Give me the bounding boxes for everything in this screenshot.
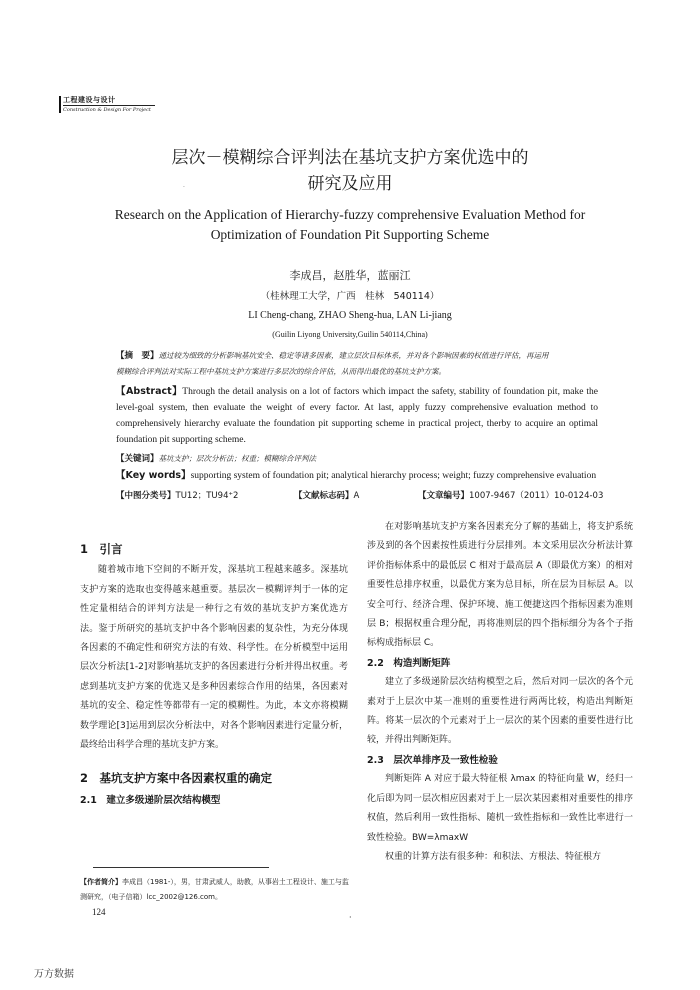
footnote-text: 李成昌（1981-），男，甘肃武威人，助教，从事岩土工程设计、施工与监测研究，（电子信箱）lcc_2002@126.com。 bbox=[80, 878, 349, 901]
right-column bbox=[367, 518, 633, 867]
section-2-1-heading: 2.1 建立多级递阶层次结构模型 bbox=[80, 794, 221, 806]
right-paragraph-1: 在对影响基坑支护方案各因素充分了解的基础上，将支护系统涉及到的各个因素按性质进行分层排列。本文采用层次分析法计算评价指标体系中的最低层 C 相对于最高层 A（即最优方案）的相对重要性总排序权重，以最优方案为总目标，所在层为目标层 A。以安全可行、经济合理、保护环境、施工便捷这四个指标因素为准则层 B；根据权重合理分配，再将准则层的四个指标细分为各个子指标构成指标层 C。 bbox=[367, 522, 633, 649]
keywords-cn-label: 【关键词】 bbox=[116, 454, 159, 464]
section-1-heading: 1 引言 bbox=[80, 542, 123, 556]
authors-en: LI Cheng-chang, ZHAO Sheng-hua, LAN Li-jiang bbox=[248, 310, 452, 321]
watermark: 万方数据 bbox=[34, 969, 74, 980]
abstract-en bbox=[116, 384, 598, 448]
right-paragraph-4: 权重的计算方法有很多种：和积法、方根法、特征根方 bbox=[385, 851, 602, 862]
doc-code bbox=[294, 489, 359, 501]
page-number: 124 bbox=[92, 907, 106, 917]
left-column bbox=[80, 540, 348, 810]
keywords-en-text: supporting system of foundation pit; analytical hierarchy process; weight; fuzzy comprehensive evaluation bbox=[190, 471, 597, 481]
keywords-cn bbox=[116, 451, 598, 467]
author-footnote bbox=[80, 875, 350, 905]
classification-row bbox=[116, 489, 604, 503]
journal-name-en: Construction & Design For Project bbox=[63, 105, 155, 114]
decorative-dot-2: · bbox=[349, 913, 352, 922]
authors-cn: 李成昌，赵胜华，蓝丽江 bbox=[289, 269, 411, 282]
art-label: 【文章编号】 bbox=[418, 491, 470, 501]
keywords-en bbox=[116, 468, 598, 484]
art-value: 1007-9467（2011）10-0124-03 bbox=[469, 491, 604, 501]
clc-label: 【中图分类号】 bbox=[116, 491, 176, 501]
section-2-3-heading: 2.3 层次单排序及一致性检验 bbox=[367, 754, 498, 766]
affiliation-cn: （桂林理工大学，广西 桂林 540114） bbox=[260, 291, 440, 302]
doc-label: 【文献标志码】 bbox=[294, 491, 354, 501]
article-number bbox=[418, 489, 603, 501]
section-2-2-heading: 2.2 构造判断矩阵 bbox=[367, 657, 451, 669]
doc-value: A bbox=[353, 491, 360, 501]
abstract-cn-line-2: 模糊综合评判法对实际工程中基坑支护方案进行多层次的综合评估，从而得出最优的基坑支护方案。 bbox=[116, 367, 446, 376]
keywords-en-label: 【Key words】 bbox=[116, 470, 191, 481]
affiliation-en: (Guilin Liyong University,Guilin 540114,China) bbox=[272, 330, 428, 339]
abstract-cn bbox=[116, 348, 598, 380]
footnote-divider bbox=[93, 867, 269, 868]
footnote-label: 【作者简介】 bbox=[80, 878, 122, 886]
journal-bar bbox=[59, 96, 61, 113]
title-en-line-2: Optimization of Foundation Pit Supporting Scheme bbox=[210, 227, 490, 242]
abstract-cn-label: 【摘 要】 bbox=[116, 351, 159, 361]
abstract-en-text: Through the detail analysis on a lot of factors which impact the safety, stability of foundation pit, make the level-goal system, then evaluate the weight of every factor. At last, apply fuzzy comprehensive evaluation method to comprehensively hierarchy evaluate the foundation pit supporting scheme in practical project, therby to acquire an optimal foundation pit supporting scheme. bbox=[116, 387, 598, 445]
title-en-line-1: Research on the Application of Hierarchy-fuzzy comprehensive Evaluation Method for bbox=[114, 207, 586, 222]
decorative-dot: · bbox=[183, 184, 185, 191]
clc-value: TU12；TU94⁺2 bbox=[175, 491, 239, 501]
title-cn-line-1: 层次－模糊综合评判法在基坑支护方案优选中的 bbox=[171, 148, 529, 168]
title-cn-line-2: 研究及应用 bbox=[307, 174, 393, 194]
clc-number bbox=[116, 489, 238, 501]
journal-header bbox=[63, 96, 203, 114]
right-paragraph-3: 判断矩阵 A 对应于最大特征根 λmax 的特征向量 W，经归一化后即为同一层次相应因素对于上一层次某因素相对重要性的排序权值，然后利用一致性指标、随机一致性指标和一致性比率进行一致性检验。BW=λmaxW bbox=[367, 774, 633, 843]
journal-name-cn: 工程建设与设计 bbox=[63, 96, 116, 104]
abstract-en-label: 【Abstract】 bbox=[116, 386, 183, 397]
abstract-cn-line-1: 通过较为细致的分析影响基坑安全、稳定等诸多因素，建立层次目标体系，并对各个影响因素的权值进行评估，再运用 bbox=[158, 351, 549, 360]
keywords-cn-text: 基坑支护；层次分析法；权重；模糊综合评判法 bbox=[158, 454, 317, 463]
right-paragraph-2: 建立了多级递阶层次结构模型之后，然后对同一层次的各个元素对于上层次中某一准则的重要性进行两两比较，构造出判断矩阵。将某一层次的个元素对于上一层次的某个因素的重要性进行比较，并得出判断矩阵。 bbox=[367, 677, 633, 746]
section-2-heading: 2 基坑支护方案中各因素权重的确定 bbox=[80, 771, 272, 786]
section-1-paragraph: 随着城市地下空间的不断开发，深基坑工程越来越多。深基坑支护方案的选取也变得越来越重要。基层次－模糊评判于一体的定性定量相结合的评判方法是一种行之有效的基坑支护方案优选方法。鉴于所研究的基坑支护中各个影响因素的复杂性，为充分体现各因素的不确定性和研究方法的有效、科学性。在分析模型中运用层次分析法[1-2]对影响基坑支护的各因素进行分析并得出权重。考虑到基坑支护方案的优选又是多种因素综合作用的结果，各因素对基坑的安全、稳定性等都带有一定的模糊性。为此，本文亦将模糊数学理论[3]运用到层次分析法中，对各个影响因素进行定量分析，最终给出科学合理的基坑支护方案。 bbox=[80, 565, 348, 751]
